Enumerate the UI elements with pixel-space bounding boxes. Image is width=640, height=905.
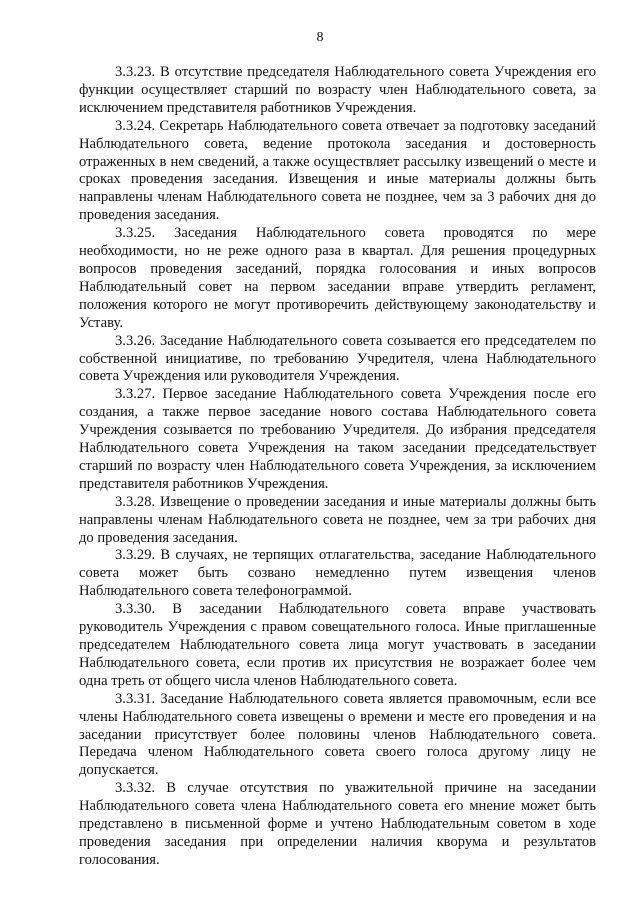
clause-3-3-24: 3.3.24. Секретарь Наблюдательного совета отвечает за подготовку заседаний Наблюдательного совета, ведение протокола заседания и достоверность отраженных в нем сведений, а также осуществляет рассылку извещений о месте и сроках проведения заседания. Извещения и иные материалы должны быть направлены членам Наблюдательного совета не позднее, чем за 3 рабочих дня до проведения заседания.	[79, 117, 596, 224]
clause-3-3-32: 3.3.32. В случае отсутствия по уважительной причине на заседании Наблюдательного совета члена Наблюдательного совета его мнение может быть представлено в письменной форме и учтено Наблюдательным советом в ходе проведения заседания при определении наличия кворума и результатов голосования.	[79, 780, 596, 868]
clause-3-3-30: 3.3.30. В заседании Наблюдательного совета вправе участвовать руководитель Учреждения с правом совещательного голоса. Иные приглашенные председателем Наблюдательного совета лица могут участвовать в заседании Наблюдательного совета, если против их присутствия не возражает более чем одна треть от общего числа членов Наблюдательного совета.	[79, 601, 596, 689]
clause-3-3-27: 3.3.27. Первое заседание Наблюдательного совета Учреждения после его создания, а также первое заседание нового состава Наблюдательного совета Учреждения созывается по требованию Учредителя. До избрания председателя Наблюдательного совета Учреждения на таком заседании председательствует старший по возрасту член Наблюдательного совета Учреждения, за исключением представителя работников Учреждения.	[79, 386, 596, 492]
clause-3-3-26: 3.3.26. Заседание Наблюдательного совета созывается его председателем по собственной инициативе, по требованию Учредителя, члена Наблюдательного совета Учреждения или руководителя Учреждения.	[79, 332, 596, 385]
clause-3-3-29: 3.3.29. В случаях, не терпящих отлагательства, заседание Наблюдательного совета может быть созвано немедленно путем извещения членов Наблюдательного совета телефонограммой.	[79, 547, 596, 600]
document-body	[79, 64, 596, 870]
clause-3-3-23: 3.3.23. В отсутствие председателя Наблюдательного совета Учреждения его функции осуществляет старший по возрасту член Наблюдательного совета, за исключением представителя работников Учреждения.	[79, 64, 596, 116]
clause-3-3-31: 3.3.31. Заседание Наблюдательного совета является правомочным, если все члены Наблюдательного совета извещены о времени и месте его проведения и на заседании присутствует более половины членов Наблюдательного совета. Передача членом Наблюдательного совета своего голоса другому лицу не допускается.	[79, 690, 596, 779]
page-number: 8	[316, 30, 324, 45]
clause-3-3-25: 3.3.25. Заседания Наблюдательного совета проводятся по мере необходимости, но не реже одного раза в квартал. Для решения процедурных вопросов проведения заседаний, порядка голосования и иных вопросов Наблюдательный совет на первом заседании вправе утвердить регламент, положения которого не могут противоречить действующему законодательству и Уставу.	[79, 225, 596, 331]
clause-3-3-28: 3.3.28. Извещение о проведении заседания и иные материалы должны быть направлены членам Наблюдательного совета не позднее, чем за три рабочих дня до проведения заседания.	[79, 493, 596, 546]
